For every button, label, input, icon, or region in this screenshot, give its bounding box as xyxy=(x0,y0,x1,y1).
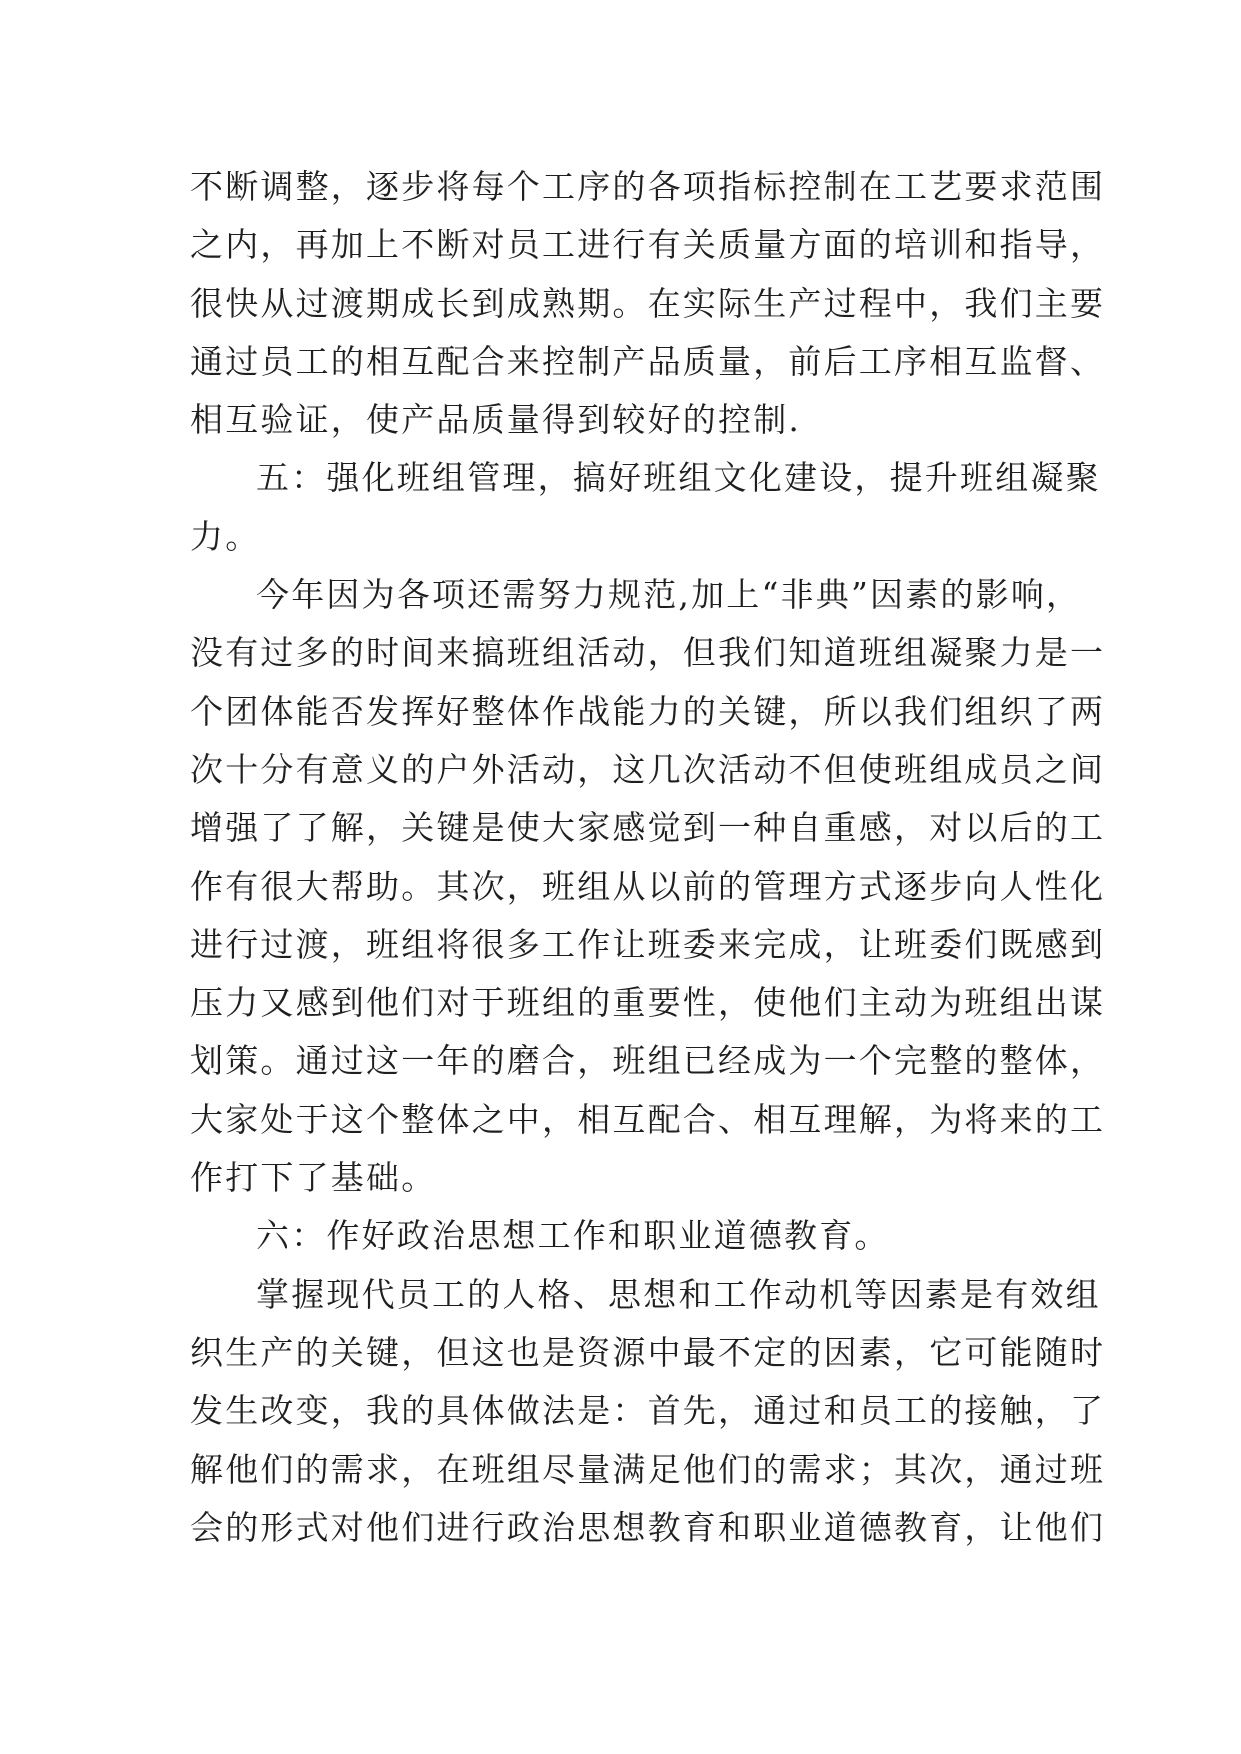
text-line: 大家处于这个整体之中，相互配合、相互理解，为将来的工 xyxy=(190,1099,1106,1139)
text-line: 之内，再加上不断对员工进行有关质量方面的培训和指导， xyxy=(190,225,1106,265)
text-line: 织生产的关键，但这也是资源中最不定的因素，它可能随时 xyxy=(190,1332,1106,1372)
text-line: 进行过渡，班组将很多工作让班委来完成，让班委们既感到 xyxy=(190,924,1106,964)
text-line: 五：强化班组管理，搞好班组文化建设，提升班组凝聚 xyxy=(256,458,1101,498)
text-line: 掌握现代员工的人格、思想和工作动机等因素是有效组 xyxy=(256,1274,1101,1314)
text-line: 作打下了基础。 xyxy=(190,1158,437,1198)
text-line: 通过员工的相互配合来控制产品质量，前后工序相互监督、 xyxy=(190,341,1106,381)
text-line: 个团体能否发挥好整体作战能力的关键，所以我们组织了两 xyxy=(190,691,1106,731)
text-line: 解他们的需求，在班组尽量满足他们的需求；其次，通过班 xyxy=(190,1449,1106,1489)
text-line: 次十分有意义的户外活动，这几次活动不但使班组成员之间 xyxy=(190,749,1106,789)
body-text xyxy=(190,158,1106,1557)
text-line: 很快从过渡期成长到成熟期。在实际生产过程中，我们主要 xyxy=(190,283,1106,323)
text-line: 增强了了解，关键是使大家感觉到一种自重感，对以后的工 xyxy=(190,808,1106,848)
text-line: 压力又感到他们对于班组的重要性，使他们主动为班组出谋 xyxy=(190,983,1106,1023)
text-line: 发生改变，我的具体做法是：首先，通过和员工的接触，了 xyxy=(190,1391,1106,1431)
text-line: 今年因为各项还需努力规范,加上“非典”因素的影响， xyxy=(256,575,1082,615)
text-line: 相互验证，使产品质量得到较好的控制. xyxy=(190,400,802,440)
text-line: 没有过多的时间来搞班组活动，但我们知道班组凝聚力是一 xyxy=(190,633,1106,673)
text-line: 不断调整，逐步将每个工序的各项指标控制在工艺要求范围 xyxy=(190,167,1106,206)
text-line: 划策。通过这一年的磨合，班组已经成为一个完整的整体， xyxy=(190,1041,1106,1081)
text-line: 六：作好政治思想工作和职业道德教育。 xyxy=(256,1216,890,1256)
text-line: 会的形式对他们进行政治思想教育和职业道德教育，让他们 xyxy=(190,1507,1106,1547)
text-line: 力。 xyxy=(190,516,261,556)
text-line: 作有很大帮助。其次，班组从以前的管理方式逐步向人性化 xyxy=(190,866,1106,906)
